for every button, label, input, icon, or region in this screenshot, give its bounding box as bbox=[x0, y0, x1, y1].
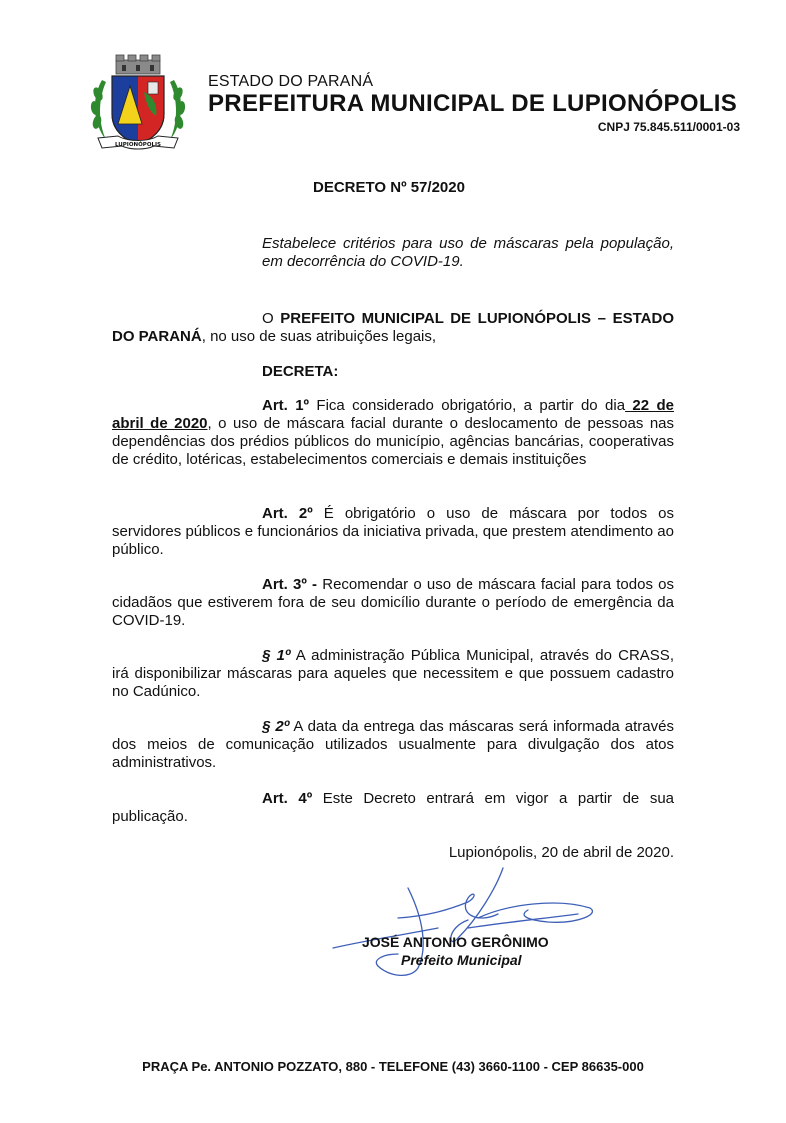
paragraph-2 bbox=[112, 718, 674, 772]
decree-title: DECRETO Nº 57/2020 bbox=[313, 179, 465, 196]
signer-title: Prefeito Municipal bbox=[401, 952, 522, 968]
paragraph-2-label: § 2º bbox=[262, 718, 290, 735]
decree-intro bbox=[112, 310, 674, 346]
article-3-text: Recomendar o uso de máscara facial para todos os cidadãos que estiverem fora de seu domicílio durante o período de emergência da COVID-19. bbox=[112, 576, 674, 629]
coat-of-arms-icon bbox=[88, 52, 188, 156]
intro-pre: O bbox=[262, 310, 281, 327]
article-4-text: Este Decreto entrará em vigor a partir de sua publicação. bbox=[112, 790, 674, 825]
article-4 bbox=[112, 790, 674, 826]
cnpj: CNPJ 75.845.511/0001-03 bbox=[597, 120, 740, 134]
paragraph-1-label: § 1º bbox=[262, 647, 291, 664]
article-1-text-pre: Fica considerado obrigatório, a partir do dia bbox=[309, 397, 626, 414]
intro-authority: PREFEITO MUNICIPAL DE LUPIONÓPOLIS – ESTADO DO PARANÁ bbox=[112, 310, 674, 345]
article-2 bbox=[112, 505, 674, 559]
decree-ementa: Estabelece critérios para uso de máscaras pela população, em decorrência do COVID-19. bbox=[262, 235, 674, 270]
article-4-label: Art. 4º bbox=[262, 790, 313, 807]
prefeitura-name: PREFEITURA MUNICIPAL DE LUPIONÓPOLIS bbox=[208, 90, 738, 117]
article-1-date: 22 de abril de 2020 bbox=[112, 397, 674, 432]
article-3 bbox=[112, 576, 674, 630]
state-name: ESTADO DO PARANÁ bbox=[208, 73, 374, 90]
paragraph-1-text: A administração Pública Municipal, através do CRASS, irá disponibilizar máscaras para aqueles que necessitem e que possuem cadastro no Cadúnico. bbox=[112, 647, 674, 700]
signer-name: JOSÉ ANTONIO GERÔNIMO bbox=[362, 934, 549, 950]
paragraph-1 bbox=[112, 647, 674, 701]
signature-icon bbox=[328, 858, 600, 988]
intro-post: , no uso de suas atribuições legais, bbox=[201, 328, 437, 345]
footer-address: PRAÇA Pe. ANTONIO POZZATO, 880 - TELEFONE (43) 3660-1100 - CEP 86635-000 bbox=[142, 1059, 644, 1074]
place-date: Lupionópolis, 20 de abril de 2020. bbox=[448, 844, 674, 861]
paragraph-2-text: A data da entrega das máscaras será informada através dos meios de comunicação utilizados usualmente para divulgação dos atos administrativos. bbox=[112, 718, 674, 771]
article-2-label: Art. 2º bbox=[262, 505, 313, 522]
article-2-text: É obrigatório o uso de máscara por todos os servidores públicos e funcionários da iniciativa privada, que prestem atendimento ao público. bbox=[112, 505, 674, 558]
article-1-label: Art. 1º bbox=[262, 397, 310, 414]
article-1 bbox=[112, 397, 674, 469]
article-1-text-post: , o uso de máscara facial durante o deslocamento de pessoas nas dependências dos prédios públicos do município, agências bancárias, cooperativas de crédito, lotéricas, estabelecimentos comerciais e demais instituições bbox=[112, 415, 675, 468]
article-3-label: Art. 3º - bbox=[262, 576, 318, 593]
coat-banner-text: LUPIONÓPOLIS bbox=[114, 142, 162, 148]
decreta-heading: DECRETA: bbox=[262, 363, 339, 380]
